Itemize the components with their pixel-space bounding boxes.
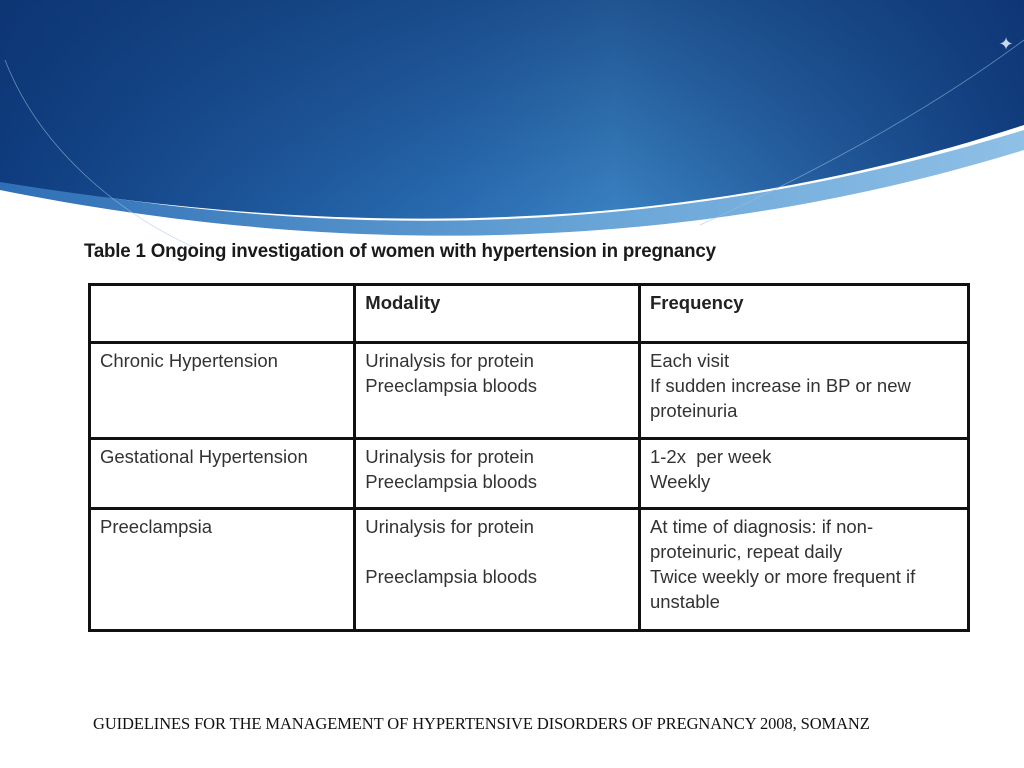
modality-cell bbox=[355, 343, 640, 439]
condition-cell bbox=[90, 343, 355, 439]
header-cell-modality: Modality bbox=[355, 285, 640, 343]
header-cell-frequency: Frequency bbox=[639, 285, 968, 343]
frequency-line: Twice weekly or more frequent if bbox=[649, 566, 916, 587]
frequency-line: proteinuric, repeat daily bbox=[649, 541, 843, 562]
table-header-row bbox=[90, 285, 969, 343]
frequency-line: If sudden increase in BP or new bbox=[649, 375, 911, 396]
citation-footer: GUIDELINES FOR THE MANAGEMENT OF HYPERTENSIVE DISORDERS OF PREGNANCY 2008, SOMANZ bbox=[93, 714, 870, 733]
table-title: Table 1 Ongoing investigation of women with hypertension in pregnancy bbox=[84, 241, 716, 262]
condition-label: Preeclampsia bbox=[100, 516, 213, 537]
frequency-line: At time of diagnosis: if non- bbox=[649, 516, 874, 537]
frequency-line: Each visit bbox=[649, 350, 730, 371]
modality-line: Preeclampsia bloods bbox=[365, 471, 538, 492]
frequency-cell bbox=[639, 509, 968, 631]
modality-line: Urinalysis for protein bbox=[365, 446, 534, 467]
star-icon: ✦ bbox=[998, 34, 1014, 54]
modality-line: Urinalysis for protein bbox=[365, 350, 534, 371]
frequency-line: proteinuria bbox=[649, 400, 738, 421]
condition-label: Chronic Hypertension bbox=[100, 350, 278, 371]
frequency-line: 1-2x per week bbox=[649, 446, 772, 467]
header-wave-band bbox=[0, 0, 1024, 250]
table-row bbox=[90, 343, 969, 439]
modality-line: Preeclampsia bloods bbox=[365, 375, 538, 396]
modality-line: Urinalysis for protein bbox=[365, 516, 534, 537]
spacer bbox=[365, 539, 629, 564]
investigation-table bbox=[88, 283, 970, 632]
condition-cell bbox=[90, 439, 355, 509]
modality-cell bbox=[355, 509, 640, 631]
header-cell-empty bbox=[90, 285, 355, 343]
frequency-cell bbox=[639, 343, 968, 439]
modality-cell bbox=[355, 439, 640, 509]
frequency-line: unstable bbox=[649, 591, 720, 612]
table-row bbox=[90, 439, 969, 509]
modality-line: Preeclampsia bloods bbox=[365, 566, 538, 587]
frequency-line: Weekly bbox=[649, 471, 711, 492]
table-row bbox=[90, 509, 969, 631]
condition-cell bbox=[90, 509, 355, 631]
condition-label: Gestational Hypertension bbox=[100, 446, 308, 467]
frequency-cell bbox=[639, 439, 968, 509]
